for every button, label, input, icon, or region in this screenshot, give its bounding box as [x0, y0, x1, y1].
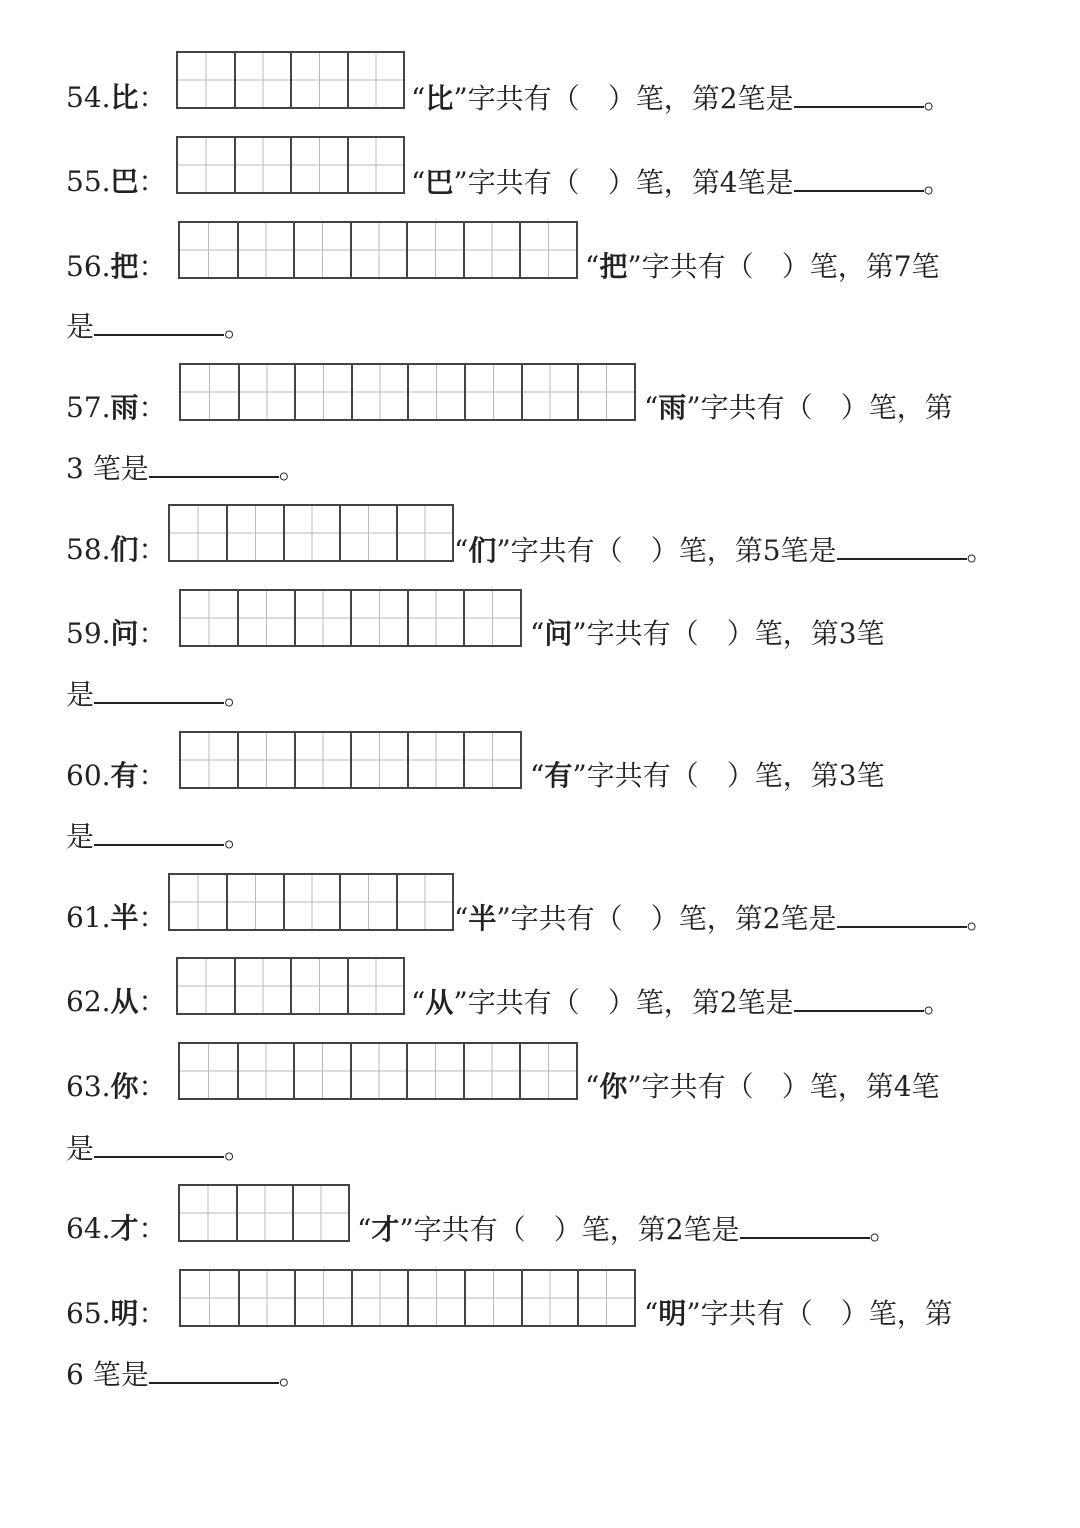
grid-cell[interactable] [463, 733, 520, 787]
question-continuation: 是 。 [66, 678, 253, 711]
quoted-character: 巴 [425, 166, 454, 199]
grid-cell[interactable] [234, 138, 290, 192]
target-character: 从 [110, 985, 139, 1018]
question-text: “半”字共有（ ）笔，第2笔是 。 [454, 902, 995, 935]
grid-cell[interactable] [339, 875, 395, 929]
exercise-number: 62. [66, 985, 111, 1018]
grid-cell[interactable] [181, 1271, 238, 1325]
stroke-grid[interactable] [178, 221, 578, 279]
question-text: “才”字共有（ ）笔，第2笔是 。 [357, 1213, 898, 1246]
grid-cell[interactable] [226, 506, 282, 560]
grid-cell[interactable] [521, 1271, 578, 1325]
answer-blank[interactable] [794, 166, 924, 192]
grid-cell[interactable] [178, 53, 234, 107]
grid-cell[interactable] [234, 959, 290, 1013]
quoted-character: 有 [544, 759, 573, 792]
grid-cell[interactable] [292, 1186, 348, 1240]
exercise-number: 65. [66, 1297, 111, 1330]
target-character: 有 [110, 759, 139, 792]
grid-cell[interactable] [464, 1271, 521, 1325]
question-text: “比”字共有（ ）笔，第2笔是 。 [411, 82, 952, 115]
grid-cell[interactable] [350, 223, 407, 277]
question-continuation: 3 笔是 。 [66, 452, 307, 485]
grid-cell[interactable] [294, 733, 351, 787]
stroke-number: 2 [719, 82, 738, 115]
answer-blank[interactable] [94, 1132, 224, 1158]
exercise-number: 55. [66, 165, 111, 198]
question-text: “你”字共有（ ）笔，第4笔 [585, 1070, 940, 1103]
stroke-grid[interactable] [176, 136, 405, 194]
grid-cell[interactable] [170, 875, 226, 929]
stroke-number: 3 [838, 617, 857, 650]
colon: ： [138, 533, 167, 566]
colon: ： [138, 617, 167, 650]
grid-cell[interactable] [181, 365, 238, 419]
target-character: 们 [110, 533, 139, 566]
colon: ： [138, 901, 167, 934]
exercise-number: 64. [66, 1212, 111, 1245]
question-text: “有”字共有（ ）笔，第3笔 [530, 759, 885, 792]
stroke-number: 3 [838, 759, 857, 792]
answer-blank[interactable] [149, 452, 279, 478]
grid-cell[interactable] [237, 733, 294, 787]
question-text: “把”字共有（ ）笔，第7笔 [585, 250, 940, 283]
grid-cell[interactable] [237, 223, 294, 277]
colon: ： [138, 165, 167, 198]
target-character: 明 [110, 1297, 139, 1330]
question-text: “从”字共有（ ）笔，第2笔是 。 [411, 986, 952, 1019]
grid-cell[interactable] [407, 733, 464, 787]
answer-blank[interactable] [149, 1358, 279, 1384]
grid-cell[interactable] [237, 591, 294, 645]
grid-cell[interactable] [577, 365, 634, 419]
grid-cell[interactable] [181, 591, 237, 645]
grid-cell[interactable] [521, 365, 578, 419]
exercise-number: 56. [66, 250, 111, 283]
grid-cell[interactable] [407, 591, 464, 645]
grid-cell[interactable] [350, 1044, 407, 1098]
answer-blank[interactable] [94, 820, 224, 846]
grid-cell[interactable] [283, 875, 339, 929]
grid-cell[interactable] [351, 1271, 408, 1325]
question-text: “雨”字共有（ ）笔，第 [644, 391, 953, 424]
target-character: 才 [110, 1212, 139, 1245]
stroke-grid[interactable] [168, 873, 454, 931]
exercise-number: 60. [66, 759, 111, 792]
grid-cell[interactable] [463, 223, 520, 277]
stroke-number: 6 [66, 1358, 84, 1391]
grid-cell[interactable] [180, 223, 237, 277]
grid-cell[interactable] [181, 733, 237, 787]
quoted-character: 把 [599, 250, 628, 283]
stroke-number: 5 [762, 534, 781, 567]
question-continuation: 是 。 [66, 310, 253, 343]
quoted-character: 才 [371, 1213, 400, 1246]
target-character: 巴 [110, 165, 139, 198]
grid-cell[interactable] [236, 1186, 292, 1240]
grid-cell[interactable] [519, 1044, 576, 1098]
grid-cell[interactable] [347, 959, 403, 1013]
answer-blank[interactable] [837, 534, 967, 560]
grid-cell[interactable] [178, 138, 234, 192]
grid-cell[interactable] [237, 1044, 294, 1098]
grid-cell[interactable] [351, 365, 408, 419]
grid-cell[interactable] [396, 506, 452, 560]
grid-cell[interactable] [407, 1271, 464, 1325]
colon: ： [138, 1070, 167, 1103]
grid-cell[interactable] [463, 591, 520, 645]
target-character: 半 [110, 901, 139, 934]
stroke-number: 2 [762, 902, 781, 935]
grid-cell[interactable] [406, 1044, 463, 1098]
stroke-grid[interactable] [179, 363, 636, 421]
grid-cell[interactable] [294, 591, 351, 645]
target-character: 问 [110, 617, 139, 650]
grid-cell[interactable] [519, 223, 576, 277]
answer-blank[interactable] [794, 986, 924, 1012]
grid-cell[interactable] [170, 506, 226, 560]
answer-blank[interactable] [94, 310, 224, 336]
grid-cell[interactable] [347, 138, 403, 192]
answer-blank[interactable] [94, 678, 224, 704]
stroke-grid[interactable] [179, 1269, 636, 1327]
question-text: “明”字共有（ ）笔，第 [644, 1297, 953, 1330]
grid-cell[interactable] [339, 506, 395, 560]
grid-cell[interactable] [283, 506, 339, 560]
colon: ： [138, 759, 167, 792]
grid-cell[interactable] [180, 1044, 237, 1098]
grid-cell[interactable] [294, 365, 351, 419]
grid-cell[interactable] [178, 959, 234, 1013]
grid-cell[interactable] [396, 875, 452, 929]
stroke-grid[interactable] [168, 504, 454, 562]
grid-cell[interactable] [350, 733, 407, 787]
target-character: 你 [110, 1070, 139, 1103]
colon: ： [138, 1297, 167, 1330]
stroke-grid[interactable] [178, 1042, 578, 1100]
grid-cell[interactable] [577, 1271, 634, 1325]
target-character: 把 [110, 250, 139, 283]
colon: ： [138, 985, 167, 1018]
quoted-character: 们 [468, 534, 497, 567]
grid-cell[interactable] [407, 365, 464, 419]
stroke-number: 2 [665, 1213, 684, 1246]
exercise-number: 57. [66, 391, 111, 424]
stroke-number: 4 [893, 1070, 912, 1103]
colon: ： [138, 1212, 167, 1245]
grid-cell[interactable] [293, 223, 350, 277]
quoted-character: 从 [425, 986, 454, 1019]
exercise-number: 58. [66, 533, 111, 566]
grid-cell[interactable] [294, 1271, 351, 1325]
question-continuation: 是 。 [66, 1132, 253, 1165]
question-continuation: 是 。 [66, 820, 253, 853]
quoted-character: 雨 [658, 391, 687, 424]
grid-cell[interactable] [238, 1271, 295, 1325]
grid-cell[interactable] [350, 591, 407, 645]
stroke-number: 3 [66, 452, 84, 485]
grid-cell[interactable] [293, 1044, 350, 1098]
stroke-number: 7 [893, 250, 912, 283]
colon: ： [138, 250, 167, 283]
grid-cell[interactable] [234, 53, 290, 107]
exercise-number: 54. [66, 81, 111, 114]
grid-cell[interactable] [347, 53, 403, 107]
answer-blank[interactable] [740, 1213, 870, 1239]
grid-cell[interactable] [238, 365, 295, 419]
stroke-number: 4 [719, 166, 738, 199]
grid-cell[interactable] [406, 223, 463, 277]
grid-cell[interactable] [290, 138, 346, 192]
colon: ： [138, 391, 167, 424]
question-text: “问”字共有（ ）笔，第3笔 [530, 617, 885, 650]
stroke-grid[interactable] [178, 1184, 350, 1242]
stroke-number: 2 [719, 986, 738, 1019]
quoted-character: 明 [658, 1297, 687, 1330]
grid-cell[interactable] [226, 875, 282, 929]
grid-cell[interactable] [463, 1044, 520, 1098]
quoted-character: 半 [468, 902, 497, 935]
exercise-number: 63. [66, 1070, 111, 1103]
stroke-grid[interactable] [176, 957, 405, 1015]
stroke-grid[interactable] [179, 731, 522, 789]
question-text: “们”字共有（ ）笔，第5笔是 。 [454, 534, 995, 567]
question-continuation: 6 笔是 。 [66, 1358, 307, 1391]
stroke-grid[interactable] [179, 589, 522, 647]
exercise-number: 61. [66, 901, 111, 934]
target-character: 雨 [110, 391, 139, 424]
grid-cell[interactable] [464, 365, 521, 419]
question-text: “巴”字共有（ ）笔，第4笔是 。 [411, 166, 952, 199]
quoted-character: 你 [599, 1070, 628, 1103]
grid-cell[interactable] [290, 959, 346, 1013]
answer-blank[interactable] [837, 902, 967, 928]
target-character: 比 [110, 81, 139, 114]
exercise-number: 59. [66, 617, 111, 650]
stroke-grid[interactable] [176, 51, 405, 109]
quoted-character: 问 [544, 617, 573, 650]
quoted-character: 比 [425, 82, 454, 115]
answer-blank[interactable] [794, 82, 924, 108]
colon: ： [138, 81, 167, 114]
grid-cell[interactable] [180, 1186, 236, 1240]
grid-cell[interactable] [290, 53, 346, 107]
